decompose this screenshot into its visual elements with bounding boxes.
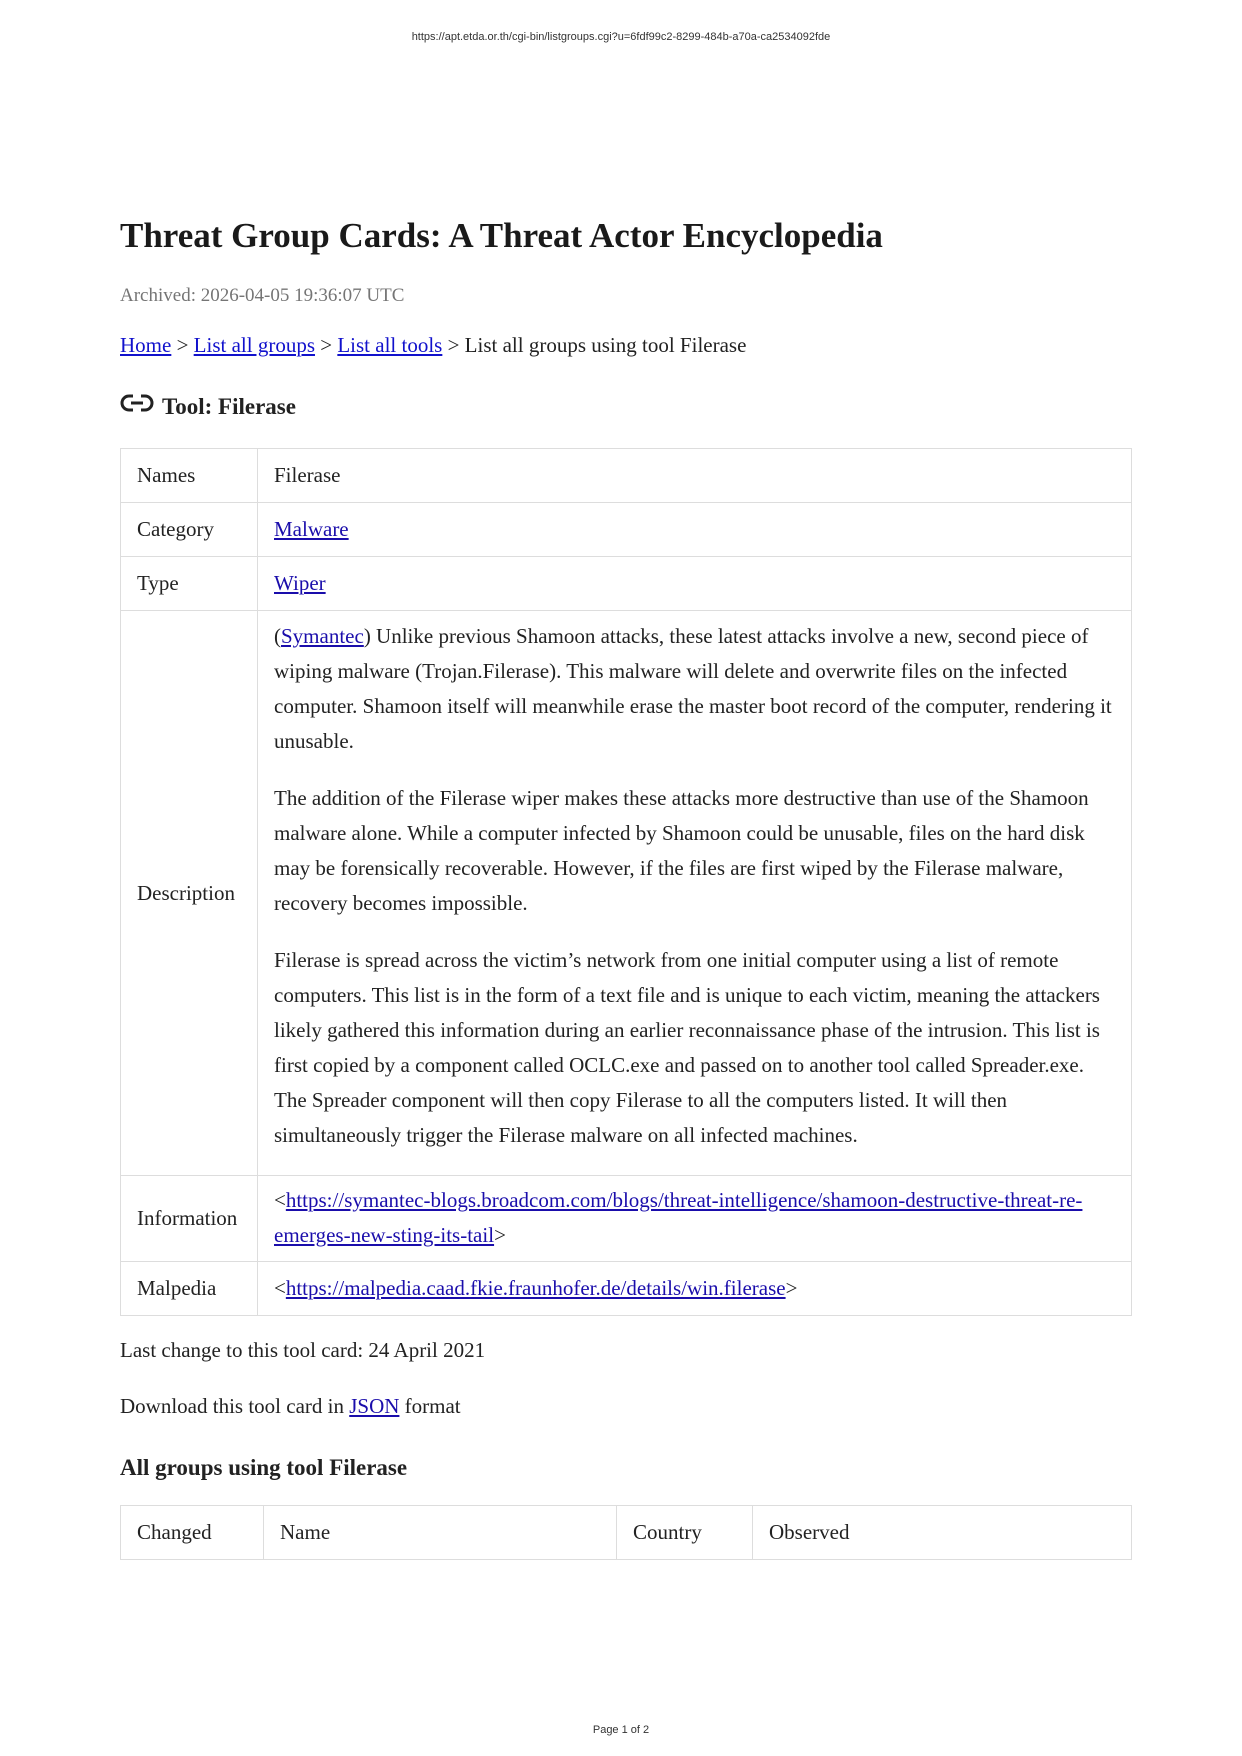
information-cell bbox=[258, 1176, 1132, 1262]
angle-close: > bbox=[785, 1276, 798, 1300]
description-text: ) Unlike previous Shamoon attacks, these latest attacks involve a new, second piece of wiping malware (Trojan.Filerase). This malware will delete and overwrite files on the infected computer. Shamoon itself will meanwhile erase the master boot record of the computer, rendering it unusable. bbox=[274, 624, 1112, 753]
header-country: Country bbox=[617, 1506, 753, 1560]
header-observed: Observed bbox=[753, 1506, 1132, 1560]
download-line bbox=[120, 1391, 1132, 1421]
download-prefix: Download this tool card in bbox=[120, 1394, 350, 1418]
symantec-link[interactable]: Symantec bbox=[281, 624, 364, 648]
type-label: Type bbox=[121, 557, 258, 611]
table-row bbox=[121, 1176, 1132, 1262]
category-cell bbox=[258, 503, 1132, 557]
breadcrumb-separator: > bbox=[171, 333, 194, 357]
table-row bbox=[121, 611, 1132, 1176]
category-link[interactable]: Malware bbox=[274, 517, 349, 541]
archived-timestamp: Archived: 2026-04-05 19:36:07 UTC bbox=[120, 285, 405, 306]
type-cell bbox=[258, 557, 1132, 611]
page-footer: Page 1 of 2 bbox=[592, 1724, 650, 1736]
names-label: Names bbox=[121, 449, 258, 503]
groups-table bbox=[120, 1505, 1132, 1560]
breadcrumb-tools-link[interactable]: List all tools bbox=[337, 333, 443, 357]
angle-open: < bbox=[274, 1188, 286, 1212]
tool-heading bbox=[120, 392, 1132, 422]
page-title: Threat Group Cards: A Threat Actor Encyclopedia bbox=[120, 216, 883, 255]
malpedia-label: Malpedia bbox=[121, 1262, 258, 1316]
names-value: Filerase bbox=[258, 449, 1132, 503]
main-content bbox=[120, 210, 1132, 1560]
table-row bbox=[121, 449, 1132, 503]
category-label: Category bbox=[121, 503, 258, 557]
header-name: Name bbox=[264, 1506, 617, 1560]
tool-card-table bbox=[120, 448, 1132, 1316]
table-header-row bbox=[121, 1506, 1132, 1560]
json-link[interactable]: JSON bbox=[349, 1394, 400, 1418]
type-link[interactable]: Wiper bbox=[274, 571, 326, 595]
groups-heading: All groups using tool Filerase bbox=[120, 1455, 408, 1480]
description-paragraph: The addition of the Filerase wiper makes these attacks more destructive than use of the Shamoon malware alone. While a computer infected by Shamoon could be unusable, files on the hard disk may be forensically recoverable. However, if the files are first wiped by the Filerase malware, recovery becomes impossible. bbox=[274, 786, 1089, 915]
breadcrumb-current: > List all groups using tool Filerase bbox=[442, 333, 747, 357]
malpedia-link[interactable]: https://malpedia.caad.fkie.fraunhofer.de/details/win.filerase bbox=[285, 1276, 786, 1300]
description-paragraph bbox=[274, 619, 1115, 759]
last-change: Last change to this tool card: 24 April 2021 bbox=[120, 1338, 486, 1362]
breadcrumb-groups-link[interactable]: List all groups bbox=[193, 333, 315, 357]
angle-close: > bbox=[494, 1223, 506, 1247]
print-url: https://apt.etda.or.th/cgi-bin/listgroups.cgi?u=6fdf99c2-8299-484b-a70a-ca2534092fde bbox=[411, 31, 831, 43]
information-label: Information bbox=[121, 1176, 258, 1262]
breadcrumb-separator: > bbox=[315, 333, 338, 357]
description-cell bbox=[258, 611, 1132, 1176]
link-icon bbox=[120, 392, 154, 414]
header-changed: Changed bbox=[121, 1506, 264, 1560]
tool-title: Tool: Filerase bbox=[162, 394, 296, 419]
information-link[interactable]: https://symantec-blogs.broadcom.com/blogs/threat-intelligence/shamoon-destructive-threat-re-emerges-new-sting-its-tail bbox=[274, 1188, 1083, 1247]
breadcrumb bbox=[120, 330, 1132, 360]
angle-open: < bbox=[274, 1276, 286, 1300]
table-row bbox=[121, 503, 1132, 557]
description-label: Description bbox=[121, 611, 258, 1176]
table-row bbox=[121, 557, 1132, 611]
download-suffix: format bbox=[399, 1394, 461, 1418]
table-row bbox=[121, 1262, 1132, 1316]
breadcrumb-home-link[interactable]: Home bbox=[120, 333, 172, 357]
malpedia-cell bbox=[258, 1262, 1132, 1316]
description-paragraph: Filerase is spread across the victim’s network from one initial computer using a list of remote computers. This list is in the form of a text file and is unique to each victim, meaning the attackers likely gathered this information during an earlier reconnaissance phase of the intrusion. This list is first copied by a component called OCLC.exe and passed on to another tool called Spreader.exe. The Spreader component will then copy Filerase to all the computers listed. It will then simultaneously trigger the Filerase malware on all infected machines. bbox=[274, 948, 1100, 1147]
paren-open: ( bbox=[274, 624, 281, 648]
